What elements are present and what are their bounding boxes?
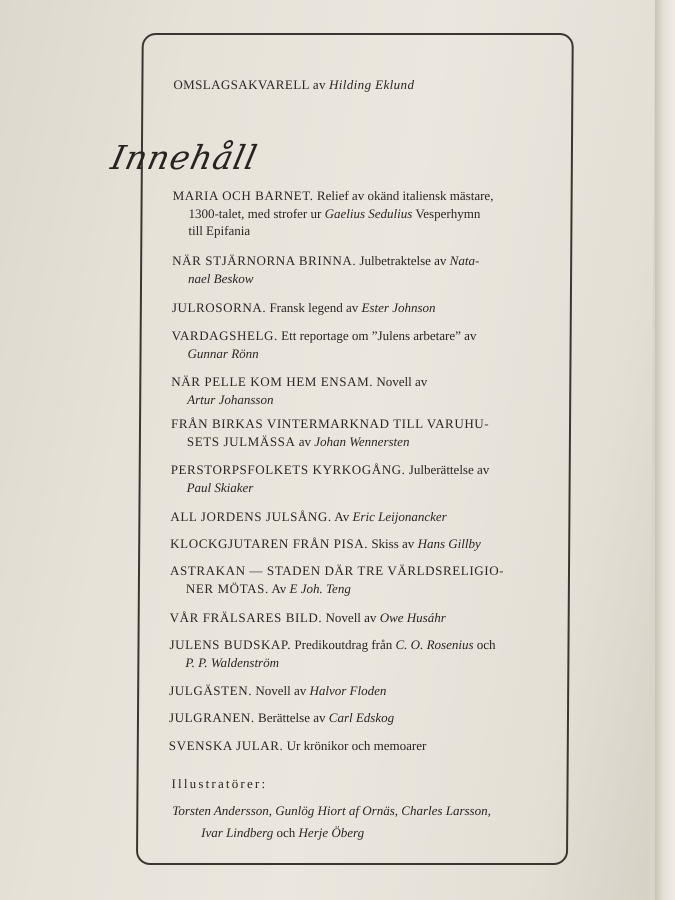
cover-credit-by: av — [312, 77, 327, 92]
entry-text: 1300-talet, med strofer ur — [188, 205, 325, 221]
entry-text: Berättelse av — [254, 710, 329, 725]
entry-title: MARIA OCH BARNET. — [172, 188, 314, 203]
entry-title: JULROSORNA. — [171, 300, 267, 315]
entry-author: P. P. Waldenström — [185, 654, 280, 670]
toc-entry — [170, 535, 542, 553]
entry-title: JULGÄSTEN. — [169, 683, 253, 698]
entry-title: SETS JULMÄSSA — [186, 433, 296, 449]
entry-line-2 — [171, 433, 543, 451]
entry-text: Novell av — [322, 610, 380, 625]
toc-entry — [170, 508, 542, 526]
entry-author: Owe Husáhr — [379, 610, 446, 625]
entry-title: NER MÖTAS. — [185, 580, 269, 596]
entry-title: NÄR PELLE KOM HEM ENSAM. — [171, 374, 374, 389]
entry-text: Fransk legend av — [266, 300, 362, 315]
entry-text: Av — [268, 580, 290, 596]
entry-text: Relief av okänd italiensk mästare, — [313, 188, 494, 203]
entry-author: Gunnar Rönn — [187, 345, 259, 361]
toc-entry — [171, 373, 543, 408]
toc-entry — [169, 737, 541, 755]
entry-author: Paul Skiaker — [186, 479, 254, 495]
entry-author: Eric Leijonancker — [352, 509, 447, 524]
entry-title: ALL JORDENS JULSÅNG. — [170, 509, 332, 524]
entry-line-2 — [172, 205, 544, 223]
entry-text: och — [473, 637, 496, 652]
toc-entry — [171, 415, 543, 450]
entry-line-3: till Epifania — [188, 223, 251, 238]
entry-text: Ett reportage om ”Julens arbetare” av — [277, 328, 477, 343]
toc-entry — [169, 636, 541, 671]
entry-text: Julbetraktelse av — [356, 253, 450, 268]
entry-author: nael Beskow — [188, 270, 254, 286]
entry-text: Novell av — [252, 683, 310, 698]
entry-text: Julberättelse av — [405, 462, 490, 477]
toc-entry — [170, 562, 542, 597]
entry-text: Predikoutdrag från — [291, 637, 396, 652]
entry-title: ASTRAKAN — STADEN DÄR TRE VÄRLDSRELIGIO- — [169, 563, 505, 578]
illustrator-name: Herje Öberg — [298, 825, 365, 840]
illustrators-line-1: Torsten Andersson, Gunlög Hiort af Ornäs, Charles Larsson, — [172, 803, 491, 818]
toc-entry — [172, 187, 544, 240]
cover-credit-artist: Hilding Eklund — [328, 77, 415, 92]
entry-author: E Joh. Teng — [289, 580, 351, 596]
illustrators-conjunction: och — [273, 825, 299, 840]
entry-author: Nata- — [449, 253, 480, 268]
entry-text: Av — [331, 509, 353, 524]
entry-author: C. O. Rosenius — [395, 637, 474, 652]
entry-text: Vesperhymn — [412, 205, 481, 221]
entry-title: VARDAGSHELG. — [171, 328, 278, 343]
contents-heading: Innehåll — [107, 138, 262, 177]
toc-entry — [170, 609, 542, 627]
toc-entry — [171, 461, 543, 496]
entry-text: av — [295, 433, 315, 449]
illustrator-name: Ivar Lindberg — [201, 825, 274, 840]
illustrators-line-2 — [172, 822, 491, 844]
entry-text: Skiss av — [368, 536, 418, 551]
entry-author: Johan Wennersten — [314, 433, 410, 449]
entry-title: SVENSKA JULAR. — [168, 738, 284, 753]
illustrators-label: Illustratörer: — [171, 776, 268, 791]
entry-author: Carl Edskog — [328, 710, 395, 725]
entry-title: FRÅN BIRKAS VINTERMARKNAD TILL VARUHU- — [170, 416, 490, 431]
entry-text: Novell av — [373, 374, 428, 389]
entry-text: Ur krönikor och memoarer — [283, 738, 427, 753]
entry-line-2 — [170, 580, 542, 598]
entry-author: Halvor Floden — [309, 683, 387, 698]
page-edge — [655, 0, 675, 900]
toc-entry — [172, 252, 544, 287]
entry-title: JULGRANEN. — [168, 710, 255, 725]
entry-title: KLOCKGJUTAREN FRÅN PISA. — [170, 536, 369, 551]
entry-title: VÅR FRÄLSARES BILD. — [169, 610, 323, 625]
toc-entry — [169, 709, 541, 727]
toc-entry — [169, 682, 541, 700]
cover-credit-label: OMSLAGSAKVARELL — [173, 77, 310, 92]
cover-credit — [173, 77, 414, 93]
entry-author: Hans Gillby — [417, 536, 481, 551]
illustrators-names — [172, 800, 491, 844]
entry-title: PERSTORPSFOLKETS KYRKOGÅNG. — [170, 462, 406, 477]
entry-author: Gaelius Sedulius — [324, 205, 413, 221]
entry-title: NÄR STJÄRNORNA BRINNA. — [172, 253, 357, 268]
entry-author: Artur Johansson — [187, 391, 274, 407]
toc-entry — [172, 299, 544, 317]
entry-author: Ester Johnson — [361, 300, 436, 315]
entry-title: JULENS BUDSKAP. — [169, 637, 292, 652]
toc-entry — [171, 327, 543, 362]
